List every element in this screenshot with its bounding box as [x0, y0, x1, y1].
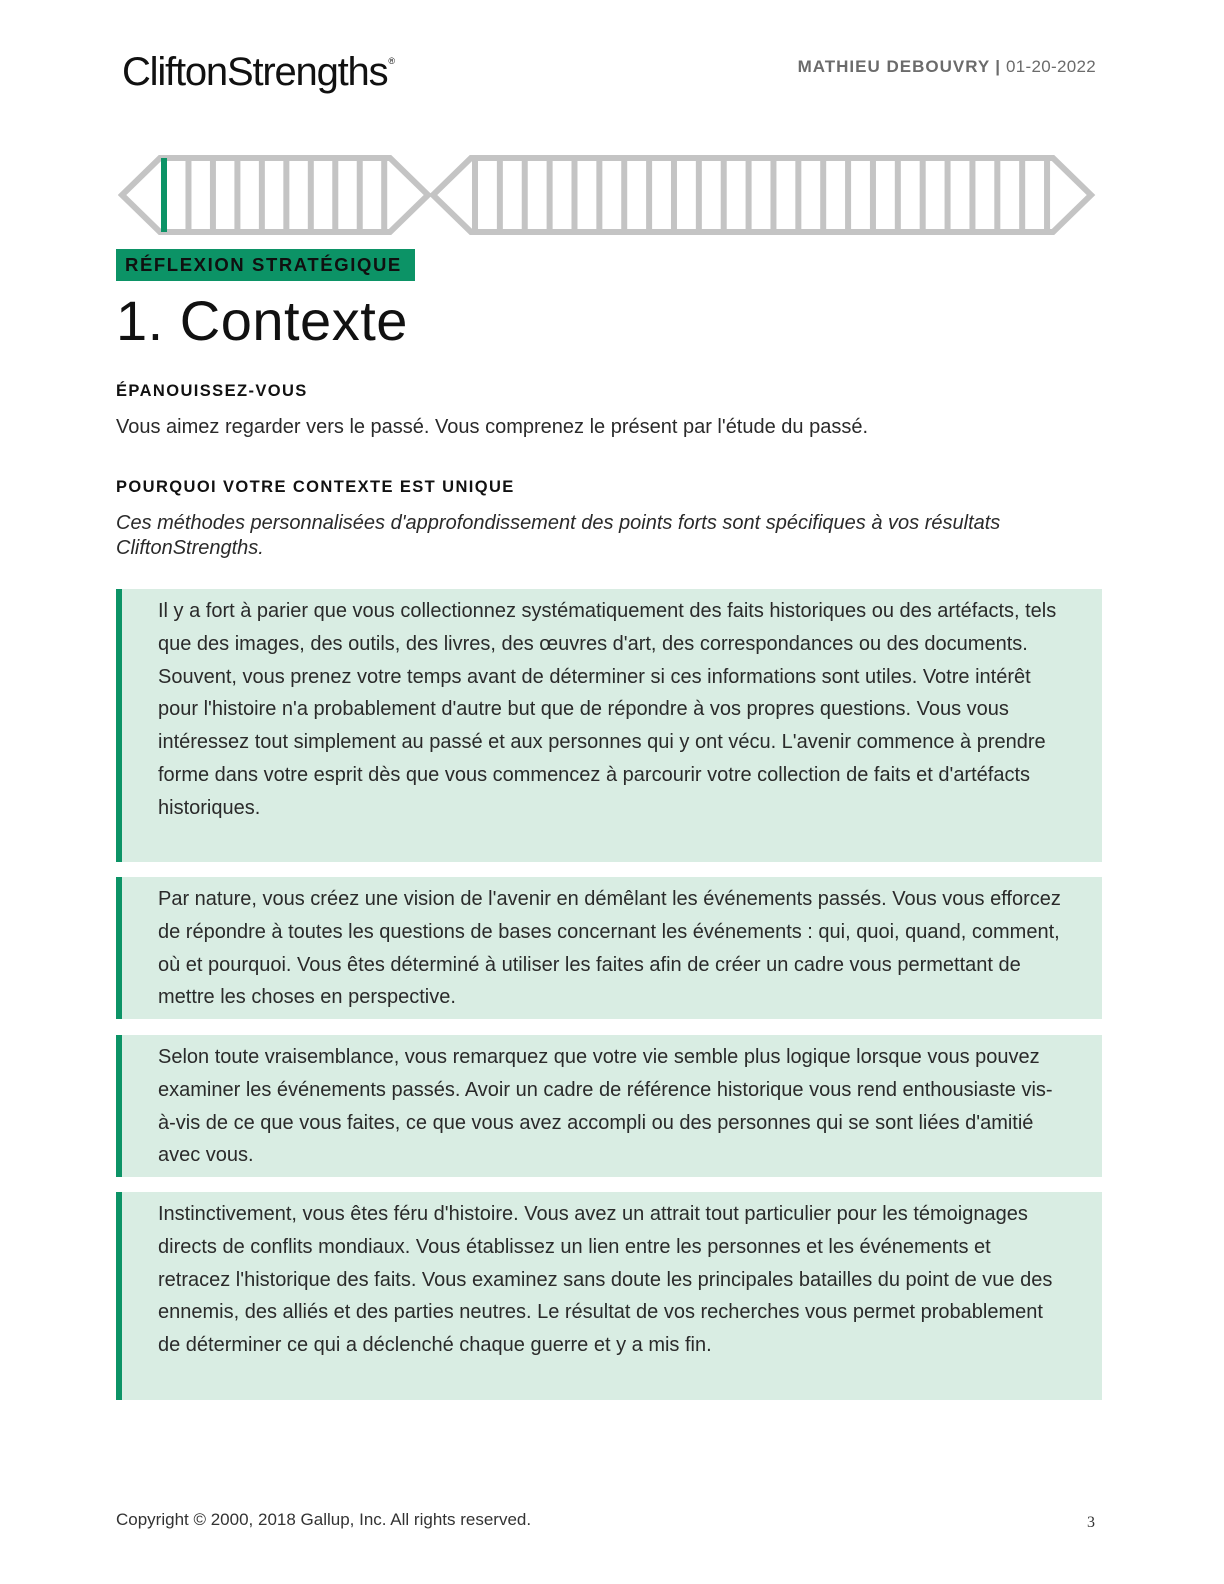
page-number: 3	[1087, 1514, 1095, 1531]
bar-tick	[259, 158, 265, 232]
bar-tick	[746, 158, 752, 232]
bar-tick	[969, 158, 975, 232]
bar-tick	[283, 158, 289, 232]
bar-tick	[210, 158, 216, 232]
insight-text: Selon toute vraisemblance, vous remarquez que votre vie semble plus logique lorsque vous pouvez examiner les événements passés. Avoir un cadre de référence historique vous rend enthousiaste vis-à-vis de ce que vous faites, ce que vous avez accompli ou des personnes qui se sont liées d'amitié avec vous.	[158, 1046, 1053, 1167]
bar-tick	[870, 158, 876, 232]
report-date: 01-20-2022	[1006, 57, 1096, 76]
insight-text: Instinctivement, vous êtes féru d'histoire. Vous avez un attrait tout particulier pour les témoignages directs de conflits mondiaux. Vous établissez un lien entre les personnes et les événements et retracez l'historique des faits. Vous examinez sans doute les principales batailles du point de vue des ennemis, des alliés et des parties neutres. Le résultat de vos recherches vous permet probablement de déterminer ce qui a déclenché chaque guerre et y a mis fin.	[158, 1203, 1053, 1357]
bar-tick	[308, 158, 314, 232]
bar-tick	[795, 158, 801, 232]
bar-ticks	[161, 158, 1050, 232]
theme-title: 1. Contexte	[116, 289, 408, 352]
unique-intro: Ces méthodes personnalisées d'approfondissement des points forts sont spécifiques à vos résultats CliftonStrengths.	[116, 512, 1001, 559]
bar-tick	[1019, 158, 1025, 232]
insight-text: Par nature, vous créez une vision de l'avenir en démêlant les événements passés. Vous vous efforcez de répondre à toutes les questions de bases concernant les événements : qui, quoi, quand, comment, où et pourquoi. Vous êtes déterminé à utiliser les faites afin de créer un cadre vous permettant de mettre les choses en perspective.	[158, 888, 1061, 1009]
bar-tick	[845, 158, 851, 232]
bar-tick	[547, 158, 553, 232]
insight-card	[116, 589, 1102, 862]
cliftonstrengths-logo	[122, 50, 394, 95]
bar-tick	[994, 158, 1000, 232]
bar-hexagon	[433, 158, 1091, 232]
bar-tick	[357, 158, 363, 232]
insight-card	[116, 1192, 1102, 1400]
bar-tick	[596, 158, 602, 232]
domain-badge: RÉFLEXION STRATÉGIQUE	[116, 249, 415, 281]
bar-tick	[185, 158, 191, 232]
bar-tick-highlighted	[161, 158, 167, 232]
bar-tick	[895, 158, 901, 232]
bar-tick	[696, 158, 702, 232]
bar-tick	[381, 158, 387, 232]
logo-text: CliftonStrengths	[122, 50, 388, 94]
person-name: MATHIEU DEBOUVRY	[797, 57, 991, 76]
bar-tick	[571, 158, 577, 232]
bar-tick	[234, 158, 240, 232]
bar-tick	[472, 158, 478, 232]
bar-tick	[920, 158, 926, 232]
insight-text: Il y a fort à parier que vous collectionnez systématiquement des faits historiques ou des artéfacts, tels que des images, des outils, des livres, des œuvres d'art, des correspondances ou des documents. Souvent, vous prenez votre temps avant de déterminer si ces informations sont utiles. Votre intérêt pour l'histoire n'a probablement d'autre but que de répondre à vos propres questions. Vous vous intéressez tout simplement au passé et aux personnes qui y ont vécu. L'avenir commence à prendre forme dans votre esprit dès que vous commencez à parcourir votre collection de faits et d'artéfacts historiques.	[158, 600, 1057, 819]
bar-tick	[770, 158, 776, 232]
bar-tick	[945, 158, 951, 232]
bar-tick	[820, 158, 826, 232]
bar-tick	[522, 158, 528, 232]
report-meta	[798, 57, 1096, 77]
bar-tick	[497, 158, 503, 232]
insight-card	[116, 877, 1102, 1019]
thrive-text: Vous aimez regarder vers le passé. Vous comprenez le présent par l'étude du passé.	[116, 416, 869, 438]
insight-card	[116, 1035, 1102, 1177]
bar-tick	[621, 158, 627, 232]
bar-tick	[332, 158, 338, 232]
meta-separator: |	[995, 57, 1001, 76]
bar-tick	[1044, 158, 1050, 232]
strength-rank-bar	[118, 152, 1098, 242]
bar-tick	[671, 158, 677, 232]
registered-mark: ®	[388, 56, 394, 66]
copyright-notice: Copyright © 2000, 2018 Gallup, Inc. All rights reserved.	[116, 1510, 532, 1529]
unique-heading: POURQUOI VOTRE CONTEXTE EST UNIQUE	[116, 478, 515, 496]
bar-tick	[646, 158, 652, 232]
bar-tick	[721, 158, 727, 232]
thrive-heading: ÉPANOUISSEZ-VOUS	[116, 382, 308, 400]
